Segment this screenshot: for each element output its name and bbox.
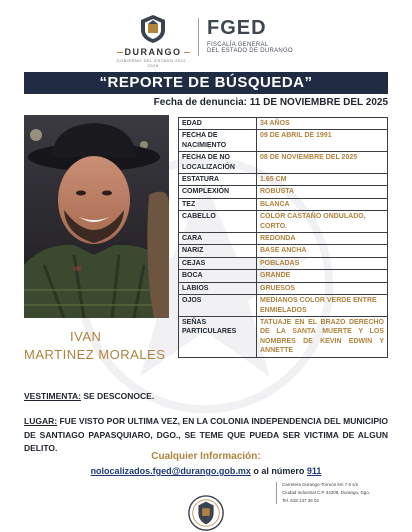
clothing-label: VESTIMENTA: <box>24 391 81 401</box>
fged-subtitle-1: FISCALÍA GENERAL <box>207 42 269 48</box>
table-row <box>179 245 388 257</box>
details-table <box>178 117 388 358</box>
detail-value: TATUAJE EN EL BRAZO DERECHO DE LA SANTA MUERTE Y LOS NOMBRES DE KEVIN EDWIN Y ANNETTE <box>257 316 388 357</box>
detail-label: FECHA DE NACIMIENTO <box>179 130 257 152</box>
detail-value: 34 AÑOS <box>257 118 388 130</box>
durango-logo-text: DURANGO <box>113 47 193 57</box>
fged-title: FGED <box>207 17 267 39</box>
detail-label: OJOS <box>179 295 257 317</box>
detail-value: MEDIANOS COLOR VERDE ENTRE ENMIELADOS <box>257 295 388 317</box>
detail-label: LABIOS <box>179 282 257 294</box>
detail-label: NARIZ <box>179 245 257 257</box>
table-row <box>179 316 388 357</box>
person-photo <box>24 115 169 318</box>
detail-label: BOCA <box>179 270 257 282</box>
report-date <box>0 97 388 108</box>
detail-value: ROBUSTA <box>257 186 388 198</box>
table-row <box>179 152 388 174</box>
table-row <box>179 186 388 198</box>
table-row <box>179 270 388 282</box>
header-divider <box>198 18 199 56</box>
detail-label: CARA <box>179 233 257 245</box>
location-label: LUGAR: <box>24 416 58 426</box>
table-row <box>179 198 388 210</box>
table-row <box>179 174 388 186</box>
detail-value: GRUESOS <box>257 282 388 294</box>
location-value: FUE VISTO POR ULTIMA VEZ, EN LA COLONIA INDEPENDENCIA DEL MUNICIPIO DE SANTIAGO PAPASQUIARO, DGO., SE TEME QUE PUEDA SER VICTIMA DE ALGUN DELITO. <box>24 416 388 453</box>
detail-label: FECHA DE NO LOCALIZACIÓN <box>179 152 257 174</box>
clothing-line <box>24 391 154 401</box>
person-first-name: IVAN <box>70 329 102 344</box>
detail-label: SEÑAS PARTICULARES <box>179 316 257 357</box>
report-date-label: Fecha de denuncia: <box>153 97 248 108</box>
contact-heading: Cualquier Información: <box>151 451 261 462</box>
detail-value: POBLADAS <box>257 257 388 269</box>
table-row <box>179 130 388 152</box>
durango-logo-subtitle: GOBIERNO DEL ESTADO 2022 - 2028 <box>116 58 190 68</box>
address-divider <box>276 482 277 504</box>
durango-logo <box>113 14 193 68</box>
detail-value: REDONDA <box>257 233 388 245</box>
detail-value: COLOR CASTAÑO ONDULADO, CORTO. <box>257 211 388 233</box>
detail-value: BLANCA <box>257 198 388 210</box>
office-address <box>282 481 402 505</box>
detail-label: COMPLEXIÓN <box>179 186 257 198</box>
header <box>0 0 412 68</box>
contact-line <box>0 466 412 476</box>
detail-value: 1.65 CM <box>257 174 388 186</box>
detail-label: TEZ <box>179 198 257 210</box>
detail-value: BASE ANCHA <box>257 245 388 257</box>
svg-text:lllll: lllll <box>74 267 81 273</box>
fged-subtitle-2: DEL ESTADO DE DURANGO <box>207 48 293 54</box>
contact-email-link[interactable]: nolocalizados.fged@durango.gob.mx <box>90 466 251 476</box>
address-line-2: Ciudad Industrial C.P 34208, Durango, Dgo. <box>282 490 370 495</box>
person-last-name: MARTINEZ MORALES <box>24 347 166 362</box>
table-row <box>179 118 388 130</box>
detail-value: 08 DE NOVIEMBRE DEL 2025 <box>257 152 388 174</box>
report-title: “REPORTE DE BÚSQUEDA” <box>24 72 388 94</box>
table-row <box>179 211 388 233</box>
location-paragraph <box>24 415 388 456</box>
fged-logo <box>207 18 317 54</box>
table-row <box>179 295 388 317</box>
detail-label: CABELLO <box>179 211 257 233</box>
detail-value: GRANDE <box>257 270 388 282</box>
contact-phone[interactable]: 911 <box>306 466 322 476</box>
contact-connector: o al número <box>253 466 305 476</box>
report-date-value: 11 DE NOVIEMBRE DEL 2025 <box>249 97 388 108</box>
detail-label: ESTATURA <box>179 174 257 186</box>
address-line-3: Tel. 618 137 35 02 <box>282 498 320 503</box>
durango-crest-icon <box>139 14 167 44</box>
detail-label: EDAD <box>179 118 257 130</box>
state-seal-icon <box>187 494 225 532</box>
table-row <box>179 257 388 269</box>
detail-value: 09 DE ABRIL DE 1991 <box>257 130 388 152</box>
detail-label: CEJAS <box>179 257 257 269</box>
table-row <box>179 282 388 294</box>
table-row <box>179 233 388 245</box>
clothing-value: SE DESCONOCE. <box>83 391 155 401</box>
address-line-1: Carretera Durango-Torreón km 7.5 s/n <box>282 482 359 487</box>
